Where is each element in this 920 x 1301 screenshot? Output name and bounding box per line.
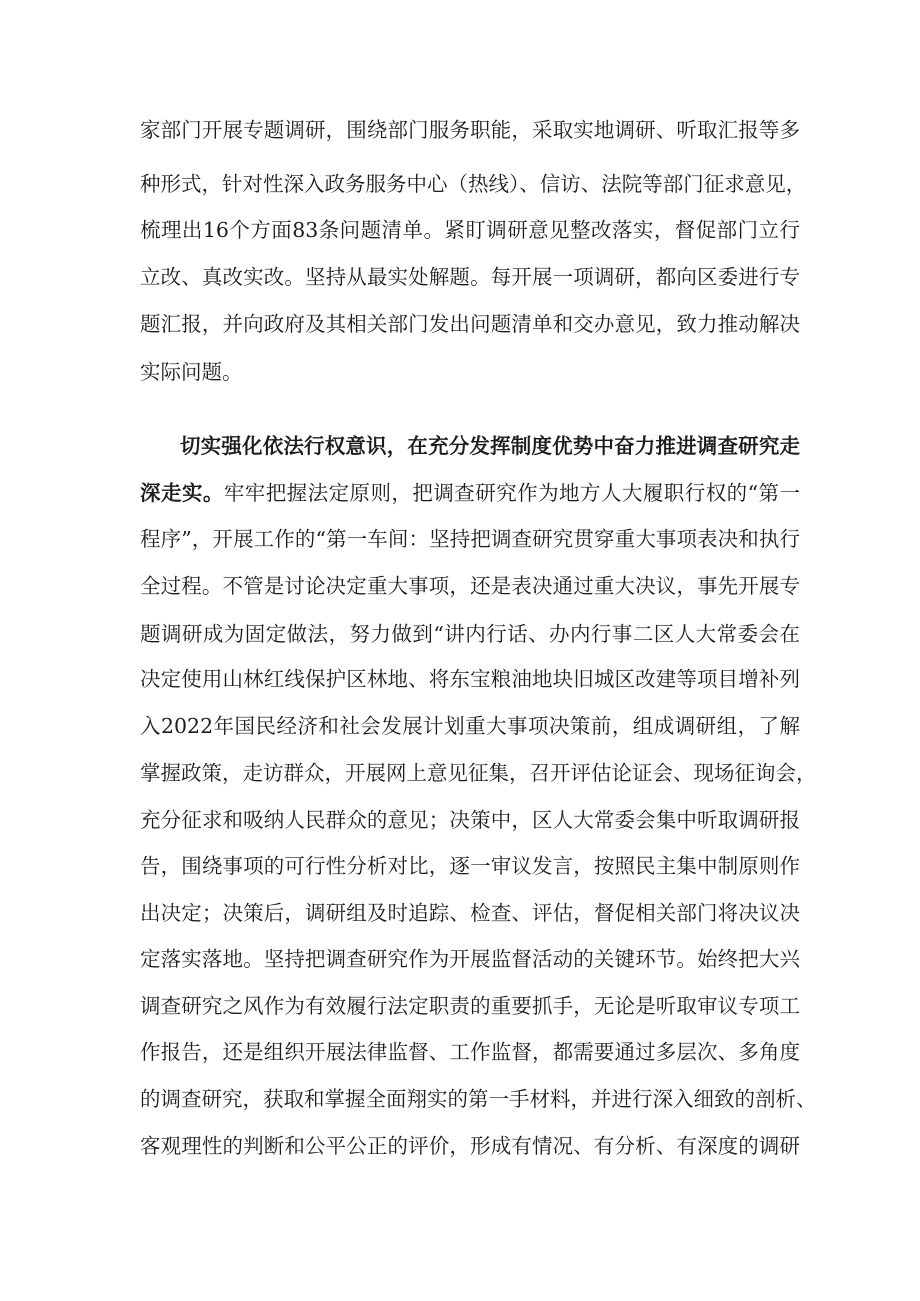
paragraph-1-line: 种形式，针对性深入政务服务中心（热线）、信访、法院等部门征求意见，	[140, 172, 807, 196]
paragraph-2-line: 全过程。不管是讨论决定重大事项，还是表决通过重大决议，事先开展专	[140, 574, 800, 598]
paragraph-2-line: 出决定；决策后，调研组及时追踪、检查、评估，督促相关部门将决议决	[140, 901, 800, 925]
paragraph-2-line: 入2022年国民经济和社会发展计划重大事项决策前，组成调研组，了解	[140, 714, 800, 738]
paragraph-2-heading-line-2	[140, 473, 800, 513]
paragraph-2-heading: 切实强化依法行权意识，在充分发挥制度优势中奋力推进调查研究走	[180, 434, 800, 458]
paragraph-2-text-start: 牢牢把握法定原则，把调查研究作为地方人大履职行权的“第一	[223, 481, 800, 505]
paragraph-2-line: 程序”，开展工作的“第一车间：坚持把调查研究贯穿重大事项表决和执行	[140, 527, 800, 551]
paragraph-2-heading-end: 深走实。	[140, 481, 224, 505]
paragraph-2-line: 充分征求和吸纳人民群众的意见；决策中，区人大常委会集中听取调研报	[140, 808, 800, 832]
paragraph-2-line: 定落实落地。坚持把调查研究作为开展监督活动的关键环节。始终把大兴	[140, 947, 800, 971]
paragraph-2-line: 告，围绕事项的可行性分析对比，逐一审议发言，按照民主集中制原则作	[140, 854, 800, 878]
paragraph-2-line: 决定使用山林红线保护区林地、将东宝粮油地块旧城区改建等项目增补列	[140, 667, 800, 691]
paragraph-1-line: 家部门开展专题调研，围绕部门服务职能，采取实地调研、听取汇报等多	[140, 118, 800, 142]
paragraph-2-line: 题调研成为固定做法，努力做到“讲内行话、办内行事二区人大常委会在	[140, 622, 800, 646]
paragraph-2-line: 调查研究之风作为有效履行法定职责的重要抓手，无论是听取审议专项工	[140, 994, 800, 1018]
paragraph-2-line: 的调查研究，获取和掌握全面翔实的第一手材料，并进行深入细致的剖析、	[140, 1087, 817, 1111]
paragraph-1-line: 梳理出16个方面83条问题清单。紧盯调研意见整改落实，督促部门立行	[140, 218, 800, 242]
paragraph-1-line: 题汇报，并向政府及其相关部门发出问题清单和交办意见，致力推动解决	[140, 312, 800, 336]
paragraph-2-line: 掌握政策，走访群众，开展网上意见征集，召开评估论证会、现场征询会，	[140, 761, 817, 785]
paragraph-2-line: 作报告，还是组织开展法律监督、工作监督，都需要通过多层次、多角度	[140, 1040, 800, 1064]
paragraph-1-line: 实际问题。	[140, 360, 243, 384]
paragraph-1-line: 立改、真改实改。坚持从最实处解题。每开展一项调研，都向区委进行专	[140, 265, 800, 289]
paragraph-2-line: 客观理性的判断和公平公正的评价，形成有情况、有分析、有深度的调研	[140, 1134, 800, 1158]
